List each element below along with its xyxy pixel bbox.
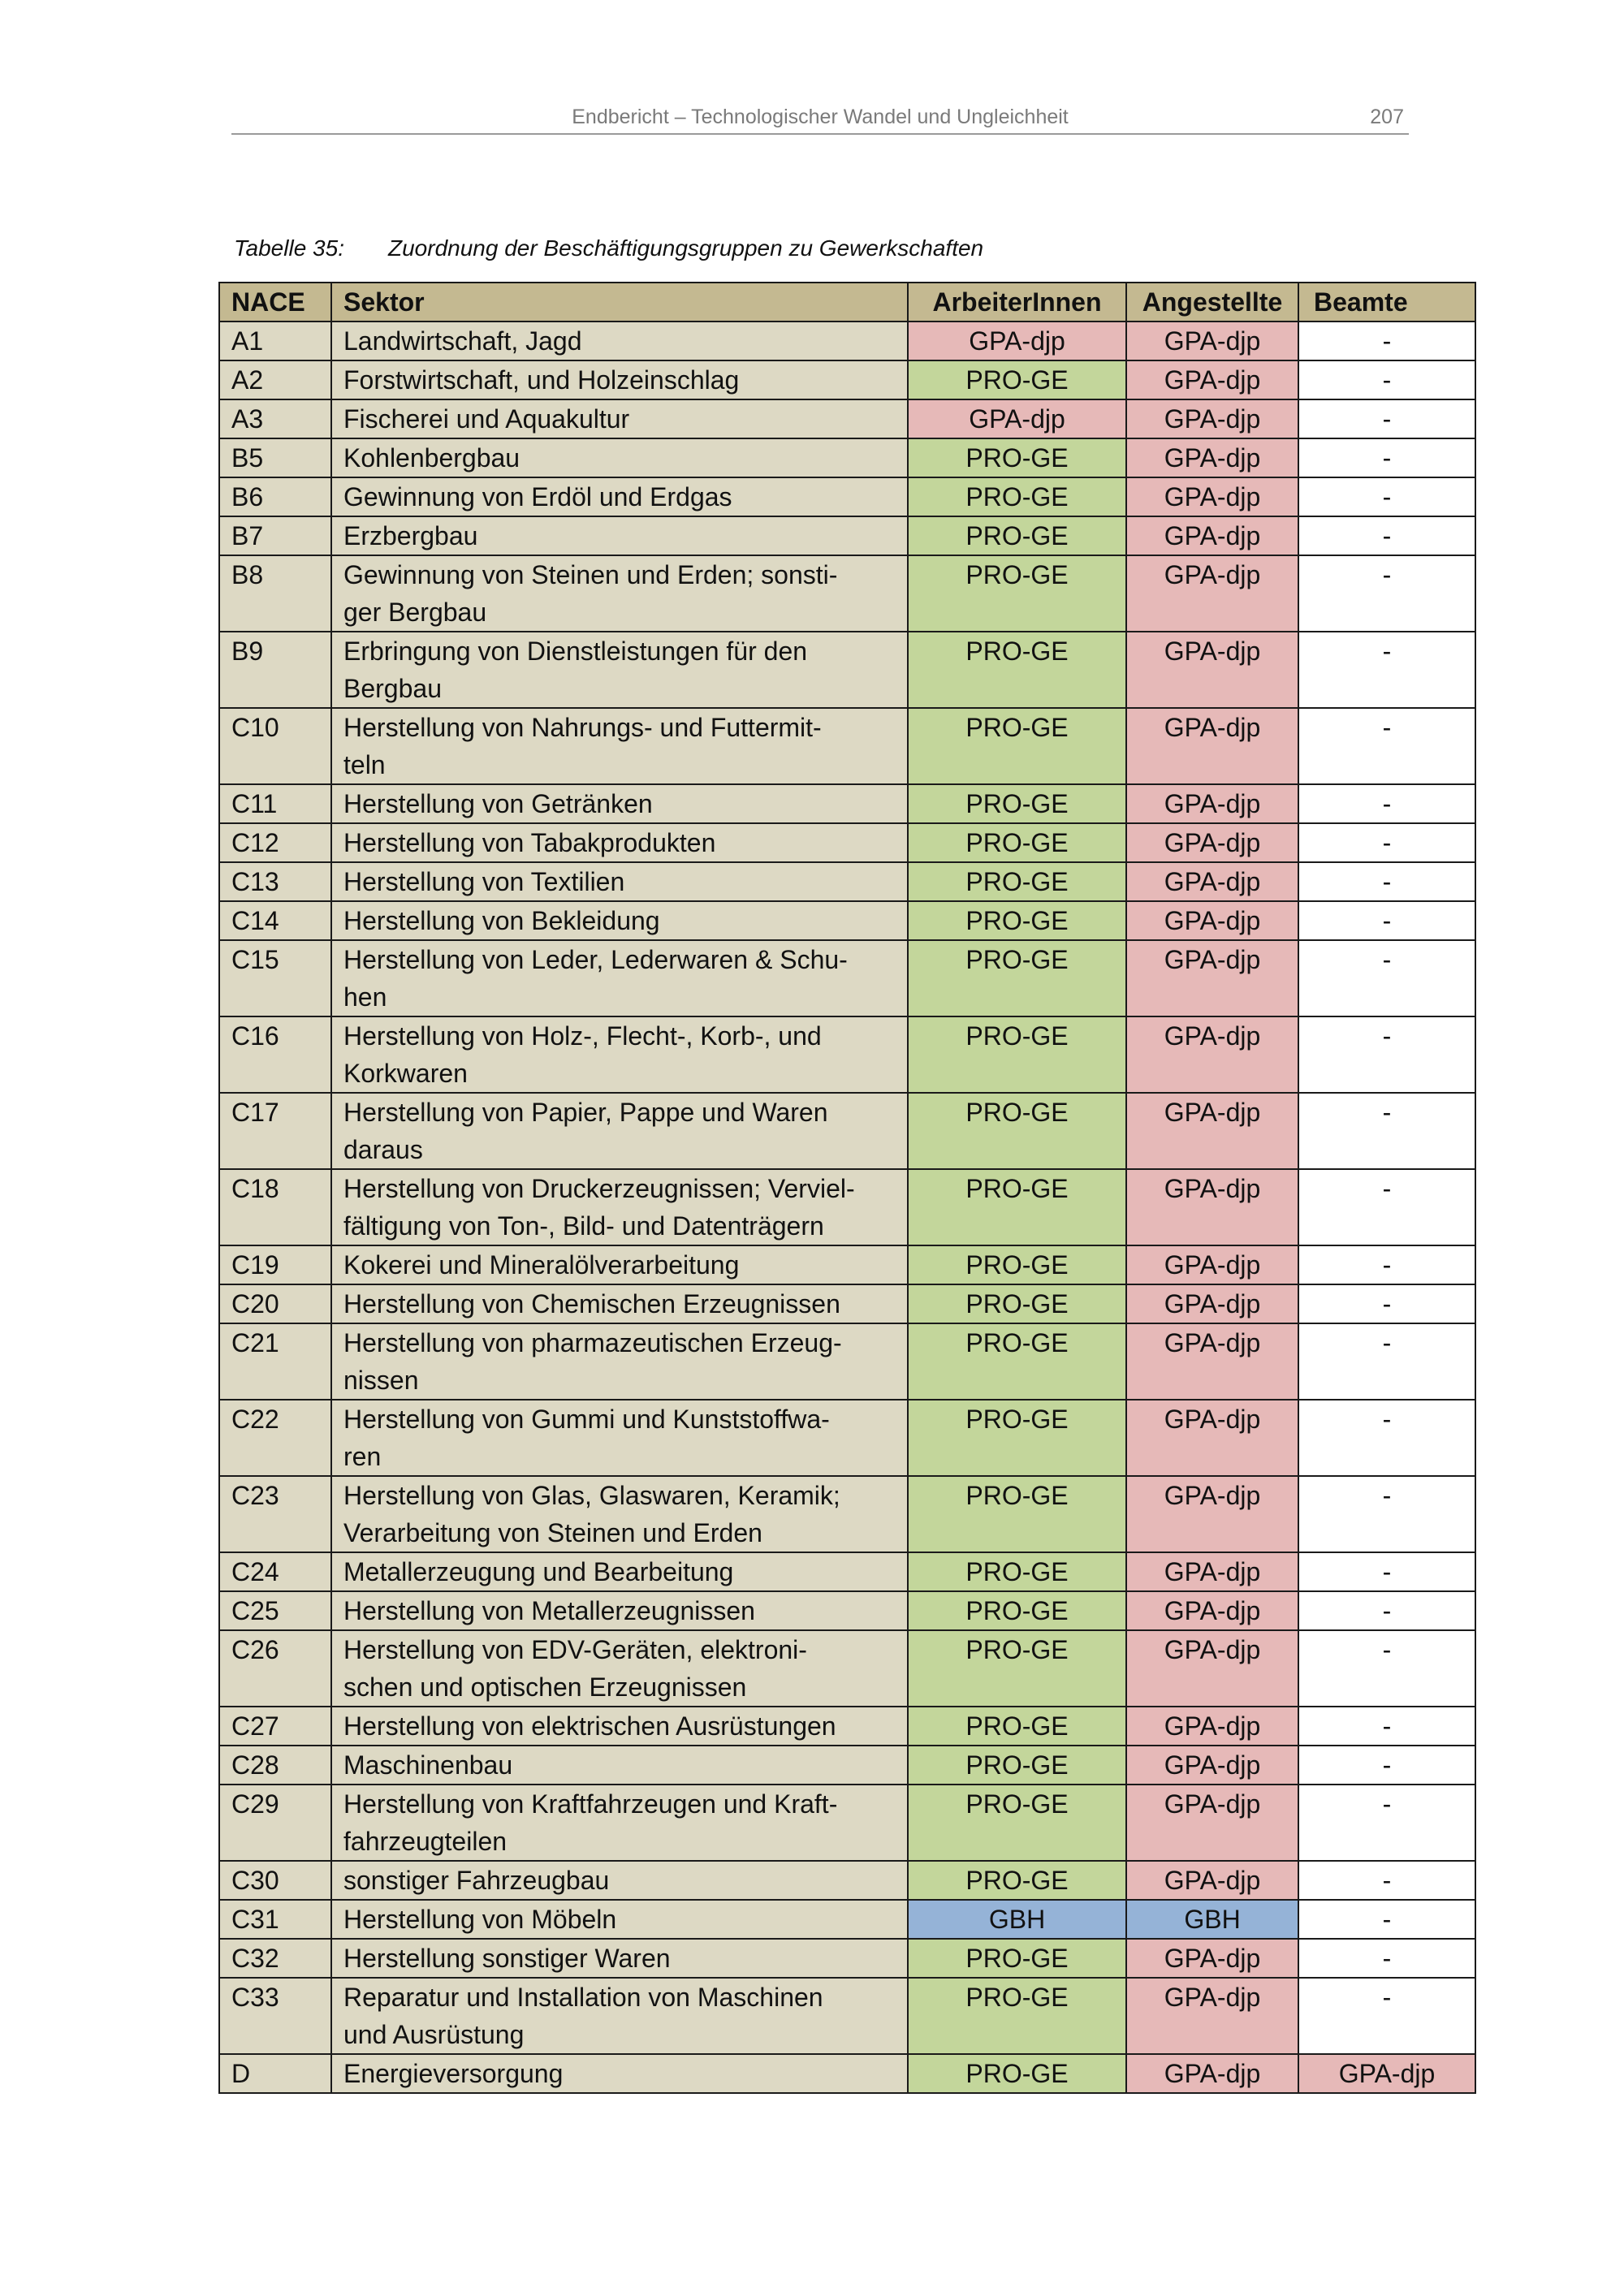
beamte-cell: -	[1298, 1746, 1475, 1785]
beamte-cell: -	[1298, 1591, 1475, 1630]
beamte-cell: GPA-djp	[1298, 2054, 1475, 2093]
table-row	[219, 1476, 1475, 1552]
table-row	[219, 1978, 1475, 2054]
table-caption	[234, 235, 983, 261]
arbeiterinnen-cell: PRO-GE	[908, 1939, 1126, 1978]
angestellte-cell: GPA-djp	[1126, 632, 1298, 708]
column-header-arbeiterinnen: ArbeiterInnen	[908, 283, 1126, 322]
angestellte-cell: GPA-djp	[1126, 823, 1298, 862]
beamte-cell: -	[1298, 1245, 1475, 1284]
sektor-cell: Erbringung von Dienstleistungen für den Bergbau	[331, 632, 908, 708]
sektor-cell: Maschinenbau	[331, 1746, 908, 1785]
nace-cell: B7	[219, 516, 331, 555]
table-row	[219, 1707, 1475, 1746]
nace-cell: A1	[219, 322, 331, 360]
arbeiterinnen-cell: PRO-GE	[908, 1245, 1126, 1284]
sektor-cell: sonstiger Fahrzeugbau	[331, 1861, 908, 1900]
nace-cell: D	[219, 2054, 331, 2093]
arbeiterinnen-cell: GBH	[908, 1900, 1126, 1939]
sektor-cell: Herstellung von elektrischen Ausrüstungen	[331, 1707, 908, 1746]
table-row	[219, 1093, 1475, 1169]
table-row	[219, 1552, 1475, 1591]
table-row	[219, 322, 1475, 360]
nace-cell: C33	[219, 1978, 331, 2054]
beamte-cell: -	[1298, 1016, 1475, 1093]
arbeiterinnen-cell: PRO-GE	[908, 1591, 1126, 1630]
table-row	[219, 632, 1475, 708]
angestellte-cell: GPA-djp	[1126, 1016, 1298, 1093]
beamte-cell: -	[1298, 322, 1475, 360]
sektor-cell: Herstellung sonstiger Waren	[331, 1939, 908, 1978]
beamte-cell: -	[1298, 1978, 1475, 2054]
beamte-cell: -	[1298, 1900, 1475, 1939]
sektor-cell: Herstellung von Nahrungs- und Futtermit- teln	[331, 708, 908, 784]
angestellte-cell: GPA-djp	[1126, 1245, 1298, 1284]
beamte-cell: -	[1298, 1169, 1475, 1245]
sektor-cell: Herstellung von Metallerzeugnissen	[331, 1591, 908, 1630]
angestellte-cell: GPA-djp	[1126, 399, 1298, 438]
nace-cell: C21	[219, 1323, 331, 1400]
sektor-cell: Herstellung von Gummi und Kunststoffwa- ren	[331, 1400, 908, 1476]
angestellte-cell: GPA-djp	[1126, 360, 1298, 399]
sektor-cell: Herstellung von Tabakprodukten	[331, 823, 908, 862]
angestellte-cell: GPA-djp	[1126, 708, 1298, 784]
sektor-cell: Herstellung von Chemischen Erzeugnissen	[331, 1284, 908, 1323]
column-header-sektor: Sektor	[331, 283, 908, 322]
arbeiterinnen-cell: PRO-GE	[908, 823, 1126, 862]
beamte-cell: -	[1298, 784, 1475, 823]
angestellte-cell: GPA-djp	[1126, 1476, 1298, 1552]
nace-cell: A3	[219, 399, 331, 438]
sektor-cell: Fischerei und Aquakultur	[331, 399, 908, 438]
nace-cell: C12	[219, 823, 331, 862]
angestellte-cell: GPA-djp	[1126, 322, 1298, 360]
nace-cell: C23	[219, 1476, 331, 1552]
sektor-cell: Herstellung von pharmazeutischen Erzeug- nissen	[331, 1323, 908, 1400]
nace-cell: C31	[219, 1900, 331, 1939]
arbeiterinnen-cell: PRO-GE	[908, 632, 1126, 708]
angestellte-cell: GPA-djp	[1126, 1630, 1298, 1707]
table-row	[219, 940, 1475, 1016]
table-row	[219, 1284, 1475, 1323]
table-row	[219, 1016, 1475, 1093]
beamte-cell: -	[1298, 1707, 1475, 1746]
angestellte-cell: GPA-djp	[1126, 1978, 1298, 2054]
beamte-cell: -	[1298, 360, 1475, 399]
sektor-cell: Herstellung von Glas, Glaswaren, Keramik; Verarbeitung von Steinen und Erden	[331, 1476, 908, 1552]
arbeiterinnen-cell: PRO-GE	[908, 477, 1126, 516]
beamte-cell: -	[1298, 1785, 1475, 1861]
table-row	[219, 516, 1475, 555]
column-header-nace: NACE	[219, 283, 331, 322]
beamte-cell: -	[1298, 1552, 1475, 1591]
angestellte-cell: GPA-djp	[1126, 1552, 1298, 1591]
arbeiterinnen-cell: PRO-GE	[908, 1861, 1126, 1900]
nace-cell: C16	[219, 1016, 331, 1093]
nace-cell: C10	[219, 708, 331, 784]
table-row	[219, 1245, 1475, 1284]
column-header-beamte: Beamte	[1298, 283, 1475, 322]
sektor-cell: Herstellung von Leder, Lederwaren & Schu- hen	[331, 940, 908, 1016]
arbeiterinnen-cell: PRO-GE	[908, 1707, 1126, 1746]
angestellte-cell: GPA-djp	[1126, 1169, 1298, 1245]
beamte-cell: -	[1298, 1093, 1475, 1169]
arbeiterinnen-cell: PRO-GE	[908, 862, 1126, 901]
arbeiterinnen-cell: PRO-GE	[908, 1284, 1126, 1323]
beamte-cell: -	[1298, 940, 1475, 1016]
table-row	[219, 438, 1475, 477]
table-row	[219, 1323, 1475, 1400]
angestellte-cell: GPA-djp	[1126, 1746, 1298, 1785]
table-row	[219, 862, 1475, 901]
arbeiterinnen-cell: PRO-GE	[908, 1476, 1126, 1552]
arbeiterinnen-cell: PRO-GE	[908, 1093, 1126, 1169]
angestellte-cell: GPA-djp	[1126, 1093, 1298, 1169]
sektor-cell: Gewinnung von Erdöl und Erdgas	[331, 477, 908, 516]
arbeiterinnen-cell: PRO-GE	[908, 438, 1126, 477]
sektor-cell: Herstellung von EDV-Geräten, elektroni- schen und optischen Erzeugnissen	[331, 1630, 908, 1707]
nace-cell: C24	[219, 1552, 331, 1591]
nace-cell: A2	[219, 360, 331, 399]
beamte-cell: -	[1298, 1476, 1475, 1552]
beamte-cell: -	[1298, 1939, 1475, 1978]
nace-cell: C19	[219, 1245, 331, 1284]
beamte-cell: -	[1298, 823, 1475, 862]
nace-cell: C15	[219, 940, 331, 1016]
table-row	[219, 1591, 1475, 1630]
arbeiterinnen-cell: GPA-djp	[908, 322, 1126, 360]
sektor-cell: Herstellung von Holz-, Flecht-, Korb-, und Korkwaren	[331, 1016, 908, 1093]
beamte-cell: -	[1298, 1861, 1475, 1900]
beamte-cell: -	[1298, 1630, 1475, 1707]
sektor-cell: Herstellung von Textilien	[331, 862, 908, 901]
arbeiterinnen-cell: PRO-GE	[908, 1016, 1126, 1093]
sektor-cell: Landwirtschaft, Jagd	[331, 322, 908, 360]
table-row	[219, 823, 1475, 862]
angestellte-cell: GPA-djp	[1126, 940, 1298, 1016]
table-row	[219, 708, 1475, 784]
angestellte-cell: GPA-djp	[1126, 1323, 1298, 1400]
angestellte-cell: GPA-djp	[1126, 1861, 1298, 1900]
arbeiterinnen-cell: PRO-GE	[908, 360, 1126, 399]
table-row	[219, 1630, 1475, 1707]
arbeiterinnen-cell: PRO-GE	[908, 2054, 1126, 2093]
nace-cell: C28	[219, 1746, 331, 1785]
beamte-cell: -	[1298, 516, 1475, 555]
nace-cell: B5	[219, 438, 331, 477]
angestellte-cell: GPA-djp	[1126, 784, 1298, 823]
arbeiterinnen-cell: PRO-GE	[908, 1323, 1126, 1400]
sektor-cell: Herstellung von Papier, Pappe und Waren daraus	[331, 1093, 908, 1169]
nace-cell: C14	[219, 901, 331, 940]
arbeiterinnen-cell: PRO-GE	[908, 940, 1126, 1016]
union-assignment-table	[218, 282, 1476, 2094]
table-row	[219, 477, 1475, 516]
arbeiterinnen-cell: PRO-GE	[908, 784, 1126, 823]
angestellte-cell: GPA-djp	[1126, 862, 1298, 901]
sektor-cell: Forstwirtschaft, und Holzeinschlag	[331, 360, 908, 399]
beamte-cell: -	[1298, 399, 1475, 438]
arbeiterinnen-cell: PRO-GE	[908, 1552, 1126, 1591]
beamte-cell: -	[1298, 1323, 1475, 1400]
angestellte-cell: GPA-djp	[1126, 477, 1298, 516]
arbeiterinnen-cell: PRO-GE	[908, 1746, 1126, 1785]
beamte-cell: -	[1298, 1400, 1475, 1476]
sektor-cell: Kohlenbergbau	[331, 438, 908, 477]
table-row	[219, 1400, 1475, 1476]
table-row	[219, 2054, 1475, 2093]
table-row	[219, 784, 1475, 823]
table-row	[219, 1785, 1475, 1861]
sektor-cell: Gewinnung von Steinen und Erden; sonsti- ger Bergbau	[331, 555, 908, 632]
table-row	[219, 360, 1475, 399]
arbeiterinnen-cell: PRO-GE	[908, 1630, 1126, 1707]
nace-cell: C22	[219, 1400, 331, 1476]
angestellte-cell: GPA-djp	[1126, 1400, 1298, 1476]
beamte-cell: -	[1298, 632, 1475, 708]
angestellte-cell: GPA-djp	[1126, 2054, 1298, 2093]
sektor-cell: Reparatur und Installation von Maschinen und Ausrüstung	[331, 1978, 908, 2054]
angestellte-cell: GPA-djp	[1126, 1785, 1298, 1861]
table-row	[219, 1861, 1475, 1900]
angestellte-cell: GPA-djp	[1126, 1939, 1298, 1978]
nace-cell: C11	[219, 784, 331, 823]
caption-label: Tabelle 35:	[234, 235, 344, 261]
sektor-cell: Erzbergbau	[331, 516, 908, 555]
column-header-angestellte: Angestellte	[1126, 283, 1298, 322]
nace-cell: C26	[219, 1630, 331, 1707]
page-number: 207	[1370, 106, 1404, 128]
nace-cell: C17	[219, 1093, 331, 1169]
angestellte-cell: GPA-djp	[1126, 1707, 1298, 1746]
arbeiterinnen-cell: GPA-djp	[908, 399, 1126, 438]
beamte-cell: -	[1298, 708, 1475, 784]
nace-cell: C25	[219, 1591, 331, 1630]
angestellte-cell: GPA-djp	[1126, 901, 1298, 940]
arbeiterinnen-cell: PRO-GE	[908, 516, 1126, 555]
angestellte-cell: GBH	[1126, 1900, 1298, 1939]
table-row	[219, 1939, 1475, 1978]
table-row	[219, 1900, 1475, 1939]
nace-cell: C20	[219, 1284, 331, 1323]
beamte-cell: -	[1298, 438, 1475, 477]
sektor-cell: Herstellung von Druckerzeugnissen; Verviel- fältigung von Ton-, Bild- und Datenträgern	[331, 1169, 908, 1245]
nace-cell: C27	[219, 1707, 331, 1746]
arbeiterinnen-cell: PRO-GE	[908, 1978, 1126, 2054]
nace-cell: C29	[219, 1785, 331, 1861]
arbeiterinnen-cell: PRO-GE	[908, 708, 1126, 784]
nace-cell: B6	[219, 477, 331, 516]
table-row	[219, 555, 1475, 632]
arbeiterinnen-cell: PRO-GE	[908, 1169, 1126, 1245]
nace-cell: B8	[219, 555, 331, 632]
table-body	[219, 322, 1475, 2093]
nace-cell: C18	[219, 1169, 331, 1245]
angestellte-cell: GPA-djp	[1126, 1284, 1298, 1323]
sektor-cell: Herstellung von Möbeln	[331, 1900, 908, 1939]
nace-cell: C13	[219, 862, 331, 901]
angestellte-cell: GPA-djp	[1126, 438, 1298, 477]
beamte-cell: -	[1298, 477, 1475, 516]
nace-cell: C32	[219, 1939, 331, 1978]
beamte-cell: -	[1298, 901, 1475, 940]
arbeiterinnen-cell: PRO-GE	[908, 555, 1126, 632]
nace-cell: C30	[219, 1861, 331, 1900]
table-row	[219, 901, 1475, 940]
header-title: Endbericht – Technologischer Wandel und Ungleichheit	[572, 106, 1069, 128]
arbeiterinnen-cell: PRO-GE	[908, 1400, 1126, 1476]
angestellte-cell: GPA-djp	[1126, 555, 1298, 632]
beamte-cell: -	[1298, 555, 1475, 632]
table-header-row	[219, 283, 1475, 322]
caption-text: Zuordnung der Beschäftigungsgruppen zu Gewerkschaften	[388, 235, 984, 261]
nace-cell: B9	[219, 632, 331, 708]
arbeiterinnen-cell: PRO-GE	[908, 901, 1126, 940]
sektor-cell: Energieversorgung	[331, 2054, 908, 2093]
angestellte-cell: GPA-djp	[1126, 516, 1298, 555]
angestellte-cell: GPA-djp	[1126, 1591, 1298, 1630]
beamte-cell: -	[1298, 1284, 1475, 1323]
table-row	[219, 1746, 1475, 1785]
sektor-cell: Herstellung von Kraftfahrzeugen und Kraft- fahrzeugteilen	[331, 1785, 908, 1861]
running-header	[231, 104, 1409, 135]
sektor-cell: Herstellung von Getränken	[331, 784, 908, 823]
table-row	[219, 1169, 1475, 1245]
table-row	[219, 399, 1475, 438]
sektor-cell: Kokerei und Mineralölverarbeitung	[331, 1245, 908, 1284]
sektor-cell: Metallerzeugung und Bearbeitung	[331, 1552, 908, 1591]
arbeiterinnen-cell: PRO-GE	[908, 1785, 1126, 1861]
sektor-cell: Herstellung von Bekleidung	[331, 901, 908, 940]
beamte-cell: -	[1298, 862, 1475, 901]
